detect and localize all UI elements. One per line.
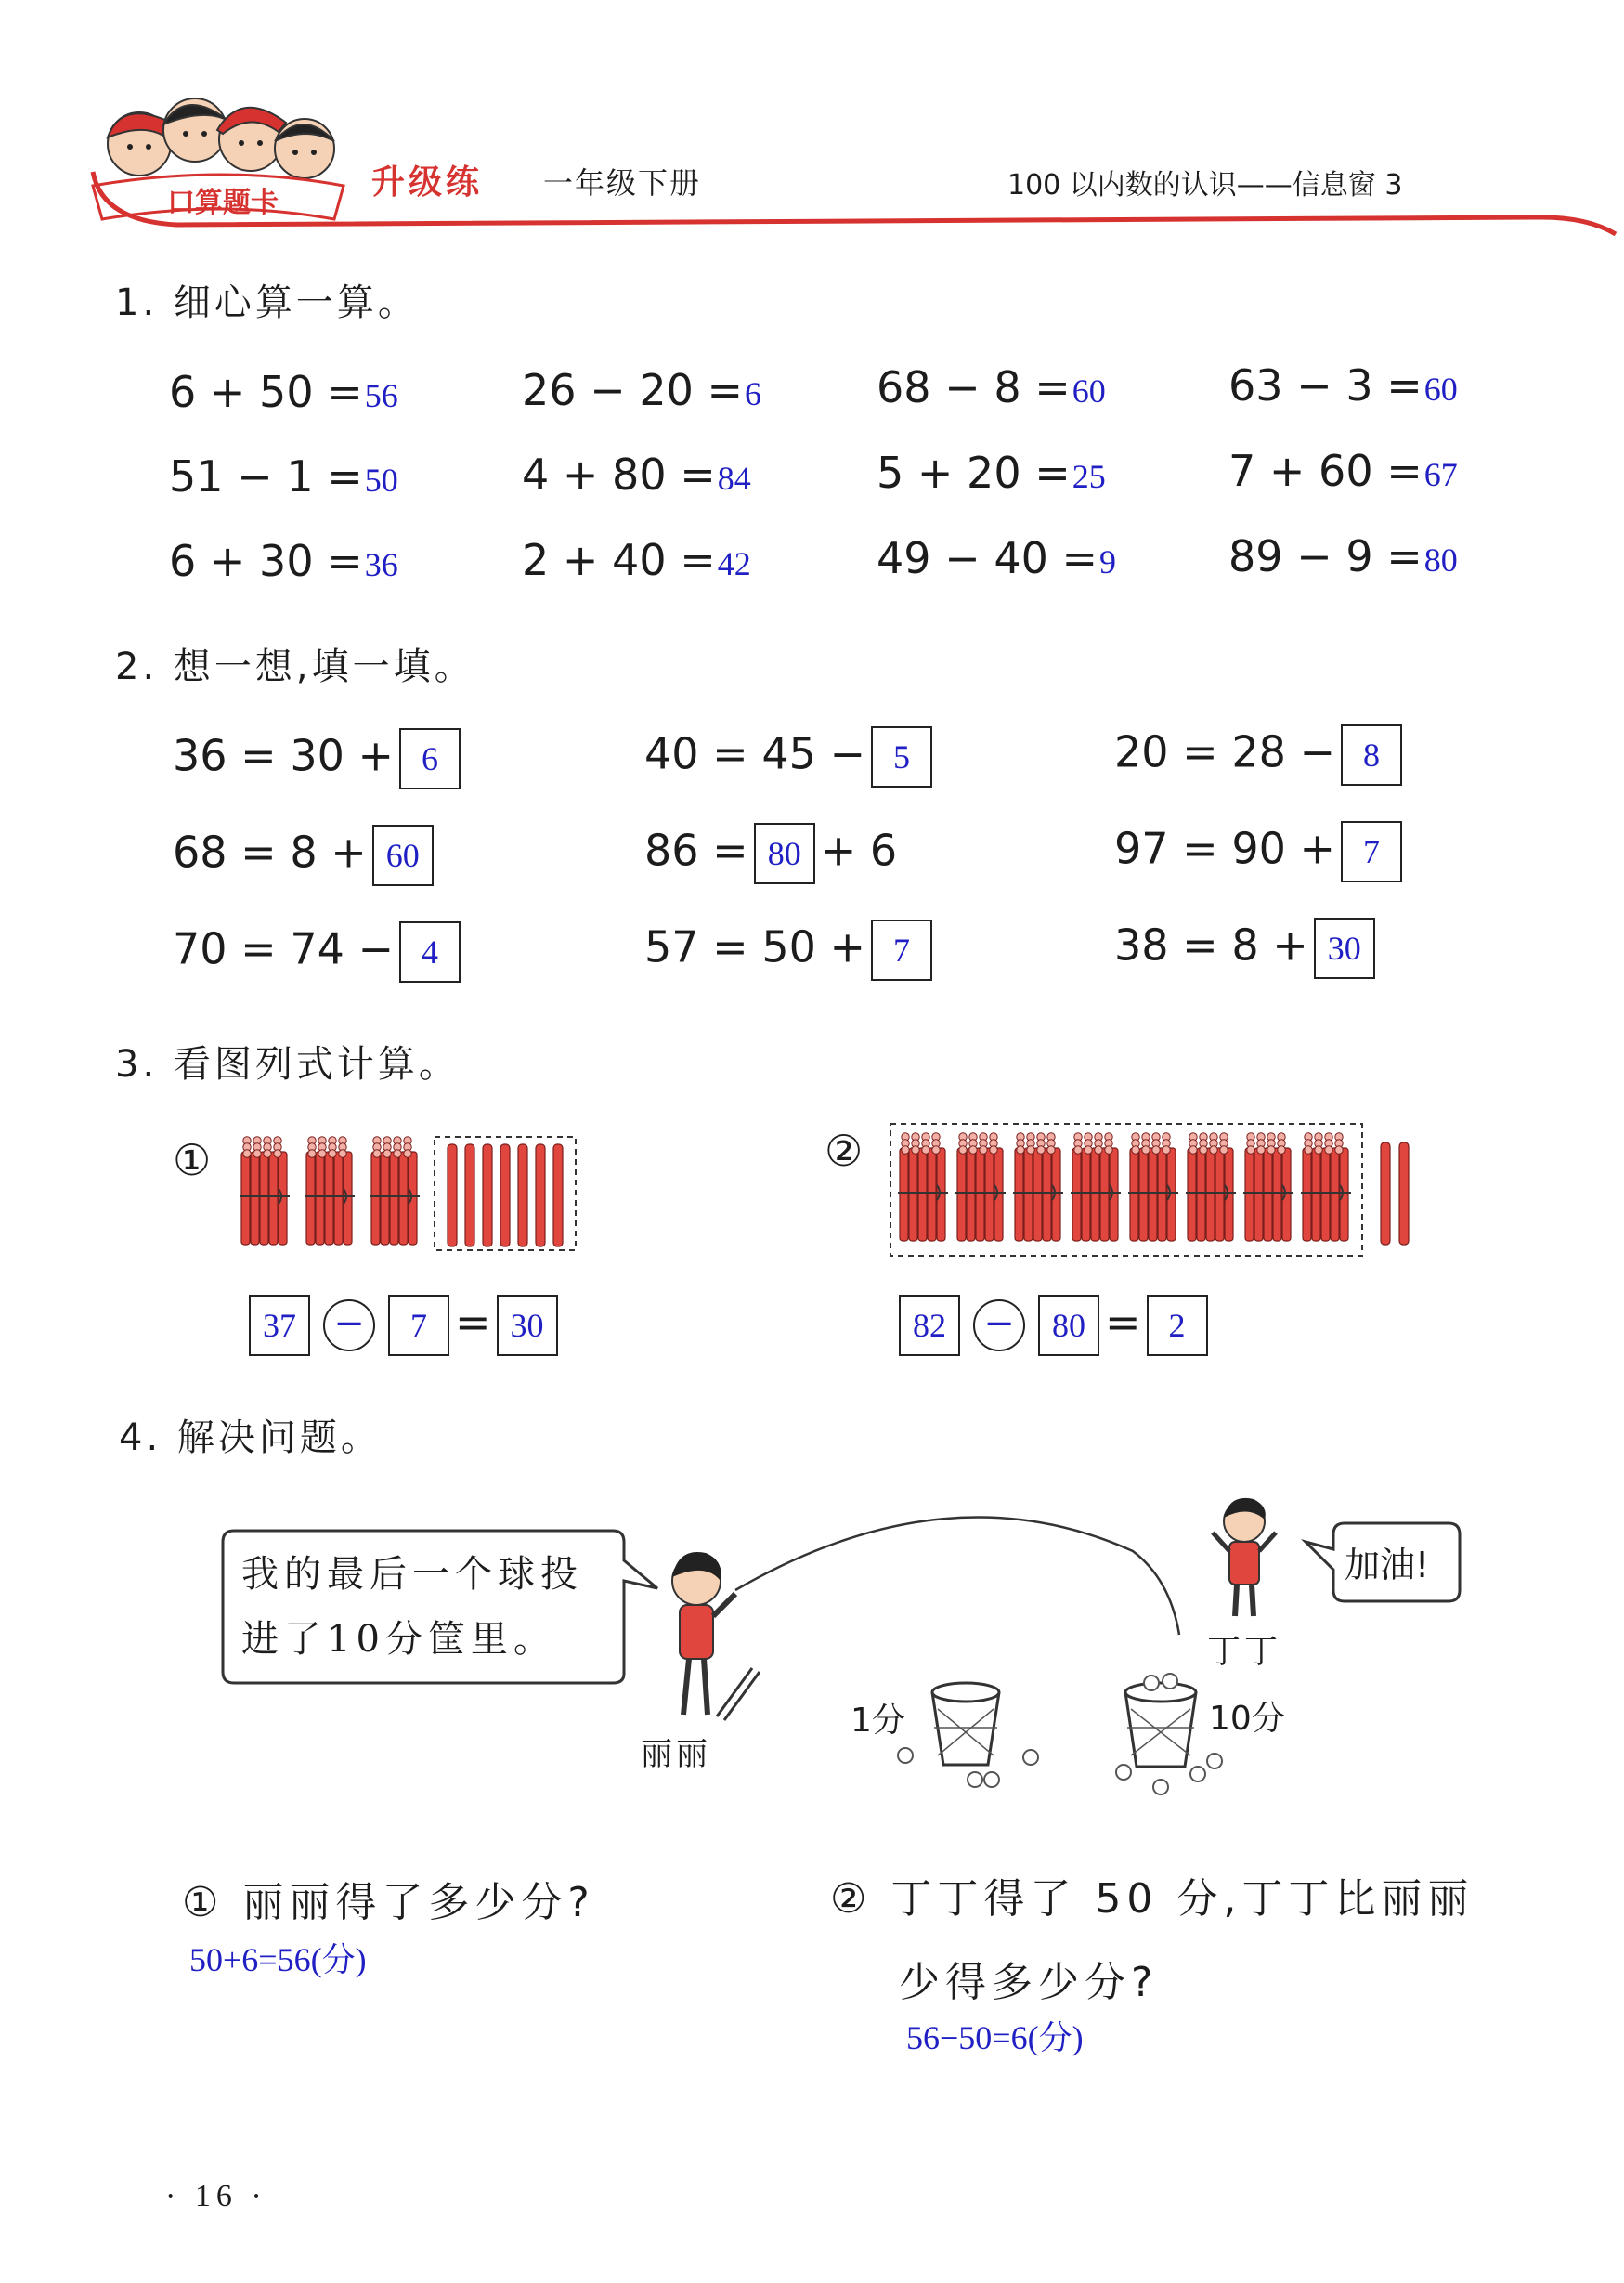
single-stick <box>1399 1142 1409 1245</box>
answer-1: 50+6=56(分) <box>189 1941 367 1978</box>
ten-stick-bundle <box>240 1137 290 1245</box>
fill-3-2 <box>644 920 938 981</box>
subtrahend-box: 80 <box>1038 1295 1099 1356</box>
ten-stick-bundle <box>370 1137 420 1245</box>
calc-2-3 <box>877 448 1106 498</box>
question: 2 + 40 = <box>522 535 716 585</box>
question: 51 − 1 = <box>169 451 363 502</box>
girl-name: 丽丽 <box>641 1736 711 1773</box>
basket-1-label: 1分 <box>851 1702 905 1740</box>
answer: 80 <box>1423 541 1458 579</box>
question-2-line-2: 少得多少分? <box>899 1959 1159 2006</box>
boy-name: 丁丁 <box>1207 1633 1282 1671</box>
section-2-title: 2. 想一想,填一填。 <box>115 646 475 688</box>
section-4-title: 4. 解决问题。 <box>119 1416 382 1459</box>
answer-box: 30 <box>1314 918 1375 979</box>
book-label: 一年级下册 <box>543 165 702 201</box>
calc-2-4 <box>1228 446 1458 496</box>
answer-2: 56−50=6(分) <box>906 2019 1084 2056</box>
answer: 36 <box>364 546 398 583</box>
bubble-line-1: 我的最后一个球投 <box>241 1553 583 1596</box>
single-stick <box>553 1144 563 1246</box>
result-box: 30 <box>497 1295 558 1356</box>
series-label: 升级练 <box>371 163 484 202</box>
calc-2-1 <box>169 451 398 502</box>
answer-box: 7 <box>871 920 932 981</box>
question: 6 + 50 = <box>169 367 363 417</box>
single-stick <box>500 1144 510 1246</box>
expression: 36 = 30 + <box>173 730 395 781</box>
answer: 84 <box>717 460 751 497</box>
fill-1-2 <box>644 726 938 788</box>
fill-2-2 <box>644 823 897 884</box>
expression: 40 = 45 − <box>644 728 866 779</box>
fill-2-3 <box>1114 821 1408 882</box>
ten-stick-bundle <box>305 1137 355 1245</box>
question: 26 − 20 = <box>522 365 744 415</box>
question: 89 − 9 = <box>1228 531 1423 581</box>
expression: 20 = 28 − <box>1114 726 1336 777</box>
basket-2-icon <box>1116 1674 1222 1794</box>
question-2-line-1: ② 丁丁得了 50 分,丁丁比丽丽 <box>830 1875 1475 1923</box>
answer-box: 7 <box>1341 821 1402 882</box>
header-rule <box>0 167 1624 241</box>
fill-2-1 <box>173 825 439 886</box>
equals-sign: = <box>1105 1297 1141 1348</box>
question: 5 + 20 = <box>877 448 1071 498</box>
ten-stick-bundle <box>1128 1133 1178 1241</box>
calc-3-1 <box>169 536 398 586</box>
boy-figure <box>1213 1498 1276 1616</box>
fill-1-1 <box>173 728 466 789</box>
logo-text: 口算题卡 <box>167 187 279 219</box>
ten-stick-bundle <box>1071 1133 1121 1241</box>
section-1-title: 1. 细心算一算。 <box>115 281 419 324</box>
ten-stick-bundle <box>1186 1133 1236 1241</box>
answer: 67 <box>1423 456 1458 493</box>
answer: 50 <box>364 462 398 499</box>
expression: 38 = 8 + <box>1114 920 1308 971</box>
ten-stick-bundle <box>1013 1133 1063 1241</box>
fill-1-3 <box>1114 724 1408 786</box>
calc-1-4 <box>1228 360 1458 411</box>
answer: 60 <box>1072 372 1106 410</box>
ten-stick-bundle <box>898 1133 948 1241</box>
single-stick <box>465 1144 474 1246</box>
answer-box: 5 <box>871 726 932 788</box>
answer-box: 8 <box>1341 724 1402 786</box>
equals-sign: = <box>455 1297 491 1348</box>
operator-circle: − <box>973 1299 1025 1351</box>
calc-1-2 <box>522 365 761 415</box>
single-stick <box>1381 1142 1390 1245</box>
fill-3-3 <box>1114 918 1381 979</box>
answer: 9 <box>1099 543 1117 581</box>
expression: 97 = 90 + <box>1114 823 1336 874</box>
answer: 6 <box>745 375 762 412</box>
page-header <box>0 0 1624 241</box>
basket-1-icon <box>898 1683 1038 1787</box>
answer-box: 60 <box>372 825 434 886</box>
answer: 56 <box>364 377 398 414</box>
expression-tail: + 6 <box>820 825 898 876</box>
minuend-box: 82 <box>899 1295 960 1356</box>
question: 68 − 8 = <box>877 362 1071 412</box>
calc-1-3 <box>877 362 1106 412</box>
operator-circle: − <box>323 1299 375 1351</box>
equation-1 <box>243 1295 564 1356</box>
calc-3-3 <box>877 533 1116 583</box>
expression: 70 = 74 − <box>173 923 395 974</box>
calc-1-1 <box>169 367 398 417</box>
question: 49 − 40 = <box>877 533 1098 583</box>
calc-3-2 <box>522 535 751 585</box>
fill-3-1 <box>173 921 466 983</box>
single-stick <box>536 1144 545 1246</box>
question-1: ① 丽丽得了多少分? <box>182 1879 595 1926</box>
ten-stick-bundle <box>1243 1133 1293 1241</box>
picture-2-mark: ② <box>825 1126 864 1176</box>
basketball-scene <box>204 1477 1486 1830</box>
calc-2-2 <box>522 450 751 500</box>
picture-1-sticks <box>232 1124 585 1263</box>
expression: 68 = 8 + <box>173 827 367 878</box>
expression: 57 = 50 + <box>644 921 866 972</box>
girl-figure <box>672 1552 760 1720</box>
question: 63 − 3 = <box>1228 360 1423 411</box>
answer: 60 <box>1423 371 1458 408</box>
answer: 25 <box>1072 458 1106 495</box>
single-stick <box>483 1144 492 1246</box>
chapter-label: 100 以内数的认识——信息窗 3 <box>1007 169 1403 202</box>
equation-2 <box>893 1295 1214 1356</box>
question: 6 + 30 = <box>169 536 363 586</box>
question: 7 + 60 = <box>1228 446 1423 496</box>
basket-2-label: 10分 <box>1209 1700 1285 1738</box>
answer: 42 <box>717 545 751 582</box>
answer-box: 80 <box>754 823 815 884</box>
picture-2-sticks <box>887 1115 1444 1263</box>
ten-stick-bundle <box>955 1133 1006 1241</box>
result-box: 2 <box>1147 1295 1208 1356</box>
picture-1-mark: ① <box>173 1135 212 1185</box>
single-stick <box>518 1144 527 1246</box>
page-number: · 16 · <box>165 2179 267 2213</box>
answer-box: 4 <box>399 921 461 983</box>
subtrahend-box: 7 <box>388 1295 449 1356</box>
answer-box: 6 <box>399 728 461 789</box>
minuend-box: 37 <box>249 1295 310 1356</box>
calc-3-4 <box>1228 531 1458 581</box>
ten-stick-bundle <box>1301 1133 1351 1241</box>
single-stick <box>448 1144 457 1246</box>
cheer-text: 加油! <box>1345 1545 1430 1585</box>
question: 4 + 80 = <box>522 450 716 500</box>
expression: 86 = <box>644 825 748 876</box>
section-3-title: 3. 看图列式计算。 <box>115 1043 460 1086</box>
bubble-line-2: 进了10分筐里。 <box>241 1618 556 1661</box>
